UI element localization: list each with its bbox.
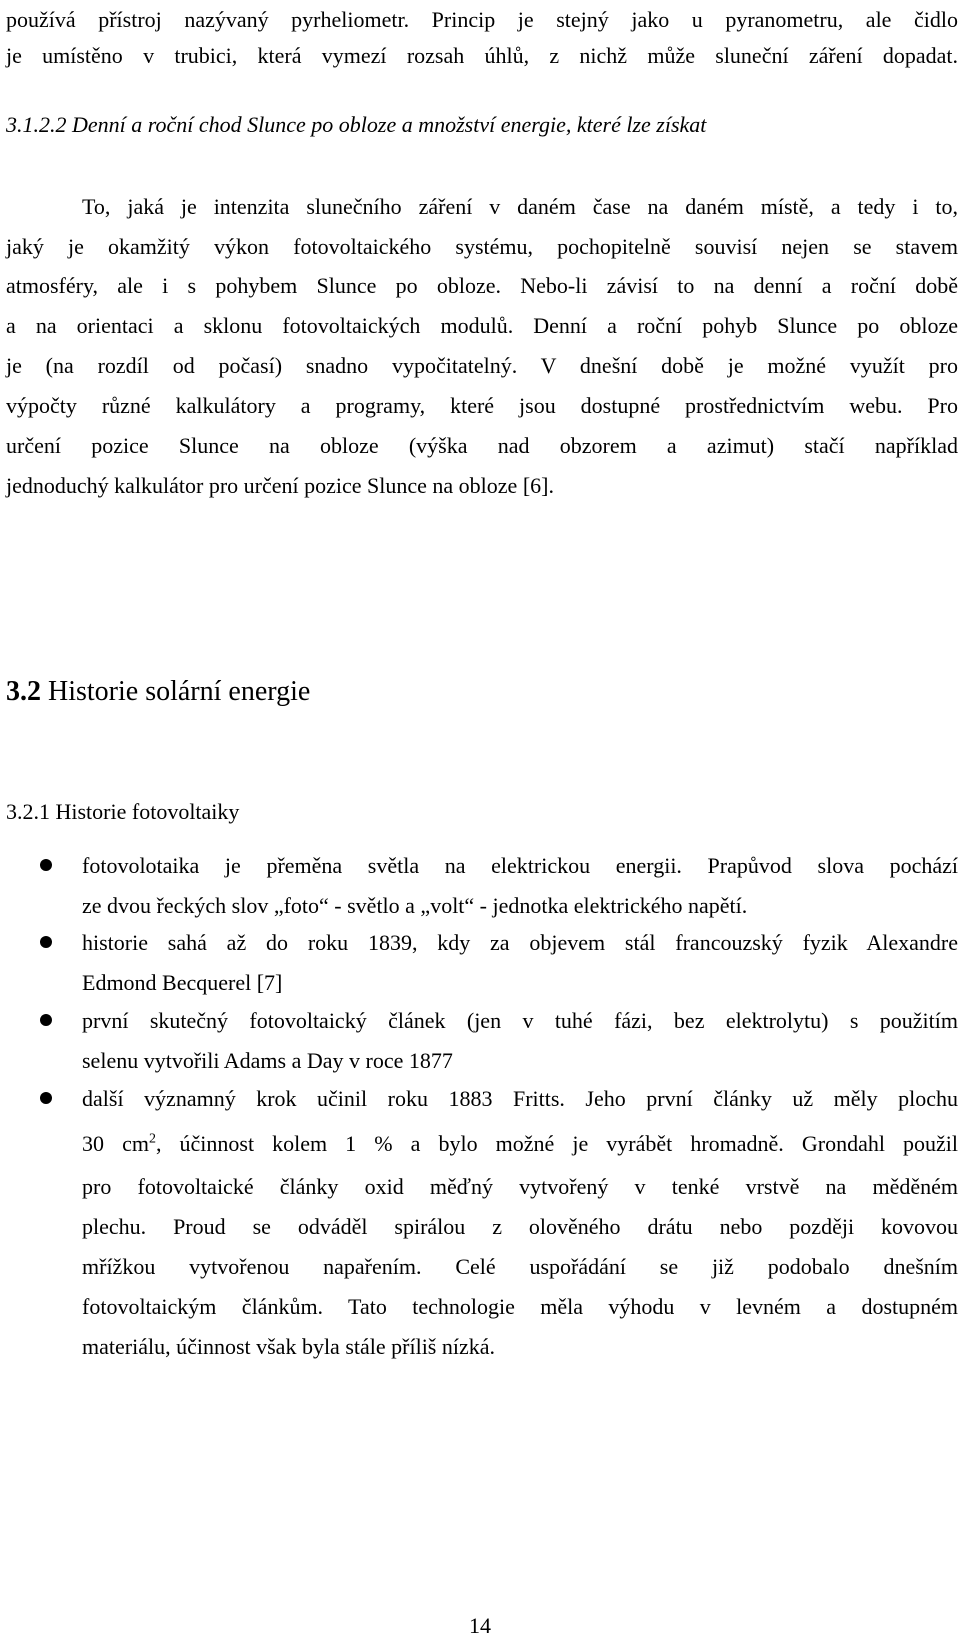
paragraph-line-1: To, jaká je intenzita slunečního záření v daném čase na daném místě, a tedy i to, (82, 194, 958, 219)
bullet-3-line-2: selenu vytvořili Adams a Day v roce 1877 (82, 1048, 453, 1073)
bullet-4-line-1: další významný krok učinil roku 1883 Fritts. Jeho první články už měly plochu (82, 1086, 958, 1111)
paragraph-line-5: je (na rozdíl od počasí) snadno vypočitatelný. V dnešní době je možné využít pro (6, 353, 958, 378)
bullet-icon (40, 1092, 52, 1104)
section-3-2-1-heading: 3.2.1 Historie fotovoltaiky (6, 799, 240, 824)
area-value: 30 cm (82, 1131, 149, 1156)
bullet-1-line-2: ze dvou řeckých slov „foto“ - světlo a „volt“ - jednotka elektrického napětí. (82, 893, 748, 918)
intro-line-1: používá přístroj nazývaný pyrheliometr. Princip je stejný jako u pyranometru, ale čidlo (6, 7, 958, 32)
bullet-2-line-1: historie sahá až do roku 1839, kdy za objevem stál francouzský fyzik Alexandre (82, 930, 958, 955)
bullet-4-line-7: materiálu, účinnost však byla stále příliš nízká. (82, 1334, 496, 1359)
section-3-1-2-2-heading: 3.1.2.2 Denní a roční chod Slunce po obloze a množství energie, které lze získat (6, 112, 707, 137)
paragraph-line-7: určení pozice Slunce na obloze (výška nad obzorem a azimut) stačí například (6, 433, 958, 458)
paragraph-line-6: výpočty různé kalkulátory a programy, které jsou dostupné prostřednictvím webu. Pro (6, 393, 958, 418)
page-number: 14 (469, 1613, 491, 1638)
section-3-2-heading (6, 676, 310, 708)
bullet-4-line-2 (82, 1131, 958, 1157)
paragraph-line-4: a na orientaci a sklonu fotovoltaických modulů. Denní a roční pohyb Slunce po obloze (6, 313, 958, 338)
bullet-3-line-1: první skutečný fotovoltaický článek (jen v tuhé fázi, bez elektrolytu) s použitím (82, 1008, 958, 1033)
bullet-4-line-4: plechu. Proud se odváděl spirálou z olověného drátu nebo později kovovou (82, 1214, 958, 1239)
bullet-4-line-3: pro fotovoltaické články oxid měďný vytvořený v tenké vrstvě na měděném (82, 1174, 958, 1199)
area-superscript: 2 (148, 1131, 156, 1147)
bullet-2-line-2: Edmond Becquerel [7] (82, 970, 283, 995)
bullet-4-line-2-rest: , účinnost kolem 1 % a bylo možné je vyrábět hromadně. Grondahl použil (155, 1131, 958, 1156)
paragraph-line-2: jaký je okamžitý výkon fotovoltaického systému, pochopitelně souvisí nejen se stavem (6, 234, 958, 259)
section-3-2-title: Historie solární energie (48, 676, 311, 707)
intro-line-2: je umístěno v trubici, která vymezí rozsah úhlů, z nichž může sluneční záření dopadat. (6, 43, 958, 68)
bullet-icon (40, 1014, 52, 1026)
paragraph-line-3: atmosféry, ale i s pohybem Slunce po obloze. Nebo-li závisí to na denní a roční době (6, 273, 958, 298)
bullet-4-line-5: mřížkou vytvořenou napařením. Celé uspořádání se již podobalo dnešním (82, 1254, 958, 1279)
bullet-1-line-1: fotovolotaika je přeměna světla na elektrickou energii. Prapůvod slova pochází (82, 853, 958, 878)
bullet-icon (40, 859, 52, 871)
bullet-icon (40, 936, 52, 948)
section-3-2-number: 3.2 (6, 676, 41, 707)
paragraph-line-8: jednoduchý kalkulátor pro určení pozice Slunce na obloze [6]. (6, 473, 554, 498)
bullet-4-line-6: fotovoltaickým článkům. Tato technologie měla výhodu v levném a dostupném (82, 1294, 958, 1319)
